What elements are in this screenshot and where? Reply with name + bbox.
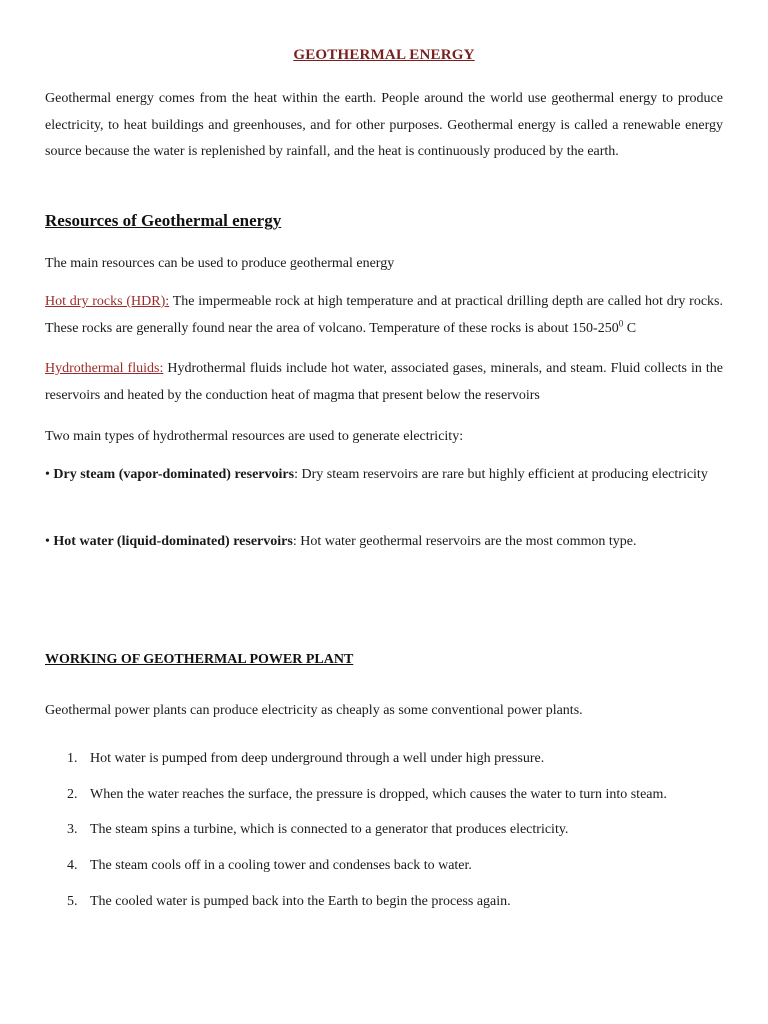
step-number: 4. <box>67 858 78 874</box>
hydro-term: Hydrothermal fluids: <box>45 361 164 376</box>
step-number: 3. <box>67 822 78 838</box>
bullet: • <box>45 467 54 482</box>
hdr-text: The impermeable rock at high temperature and at practical drilling depth are called hot dry rocks. These rocks are generally found near the area of volcano. Temperature of these rocks is about 150-250 <box>45 294 723 336</box>
step-number: 1. <box>67 751 78 766</box>
document-title: GEOTHERMAL ENERGY <box>293 47 475 63</box>
hdr-degree-sup: 0 <box>618 318 624 329</box>
hydro-paragraph <box>45 356 723 409</box>
list-item <box>45 746 723 772</box>
hot-water-text: : Hot water geothermal reservoirs are the most common type. <box>292 534 637 549</box>
bullet: • <box>45 534 54 549</box>
dry-steam-term: Dry steam (vapor-dominated) reservoirs <box>53 467 295 482</box>
working-lead: Geothermal power plants can produce electricity as cheaply as some conventional power plants. <box>45 703 583 718</box>
hot-water-term: Hot water (liquid-dominated) reservoirs <box>53 534 293 549</box>
hdr-unit: C <box>623 320 637 336</box>
step-text: The cooled water is pumped back into the Earth to begin the process again. <box>90 893 511 909</box>
step-text: The steam cools off in a cooling tower and condenses back to water. <box>90 858 472 874</box>
list-item <box>45 782 723 808</box>
hdr-paragraph <box>45 289 723 342</box>
list-item <box>45 817 723 843</box>
working-heading: WORKING OF GEOTHERMAL POWER PLANT <box>45 652 354 667</box>
intro-paragraph: Geothermal energy comes from the heat within the earth. People around the world use geothermal energy to produce electricity, to heat buildings and greenhouses, and for other purposes. Geothermal energy is called a renewable energy source because the water is replenished by rainfall, and the heat is continuously produced by the earth. <box>45 91 723 160</box>
steps-list <box>45 746 723 924</box>
resources-heading: Resources of Geothermal energy <box>45 211 282 230</box>
step-text: When the water reaches the surface, the pressure is dropped, which causes the water to turn into steam. <box>90 786 667 802</box>
hydro-text: Hydrothermal fluids include hot water, associated gases, minerals, and steam. Fluid collects in the reservoirs and heated by the conduction heat of magma that present below the reservoirs <box>45 361 724 403</box>
list-item <box>45 853 723 879</box>
step-number: 2. <box>67 786 78 802</box>
hot-water-item <box>45 529 723 556</box>
types-lead: Two main types of hydrothermal resources are used to generate electricity: <box>45 429 464 444</box>
step-text: The steam spins a turbine, which is connected to a generator that produces electricity. <box>90 822 569 838</box>
dry-steam-item <box>45 462 723 489</box>
step-number: 5. <box>67 893 78 909</box>
hdr-term: Hot dry rocks (HDR): <box>45 294 170 309</box>
list-item <box>45 889 723 915</box>
resources-lead: The main resources can be used to produce geothermal energy <box>45 256 395 271</box>
step-text: Hot water is pumped from deep underground through a well under high pressure. <box>90 751 545 766</box>
dry-steam-text: : Dry steam reservoirs are rare but highly efficient at producing electricity <box>294 467 708 482</box>
